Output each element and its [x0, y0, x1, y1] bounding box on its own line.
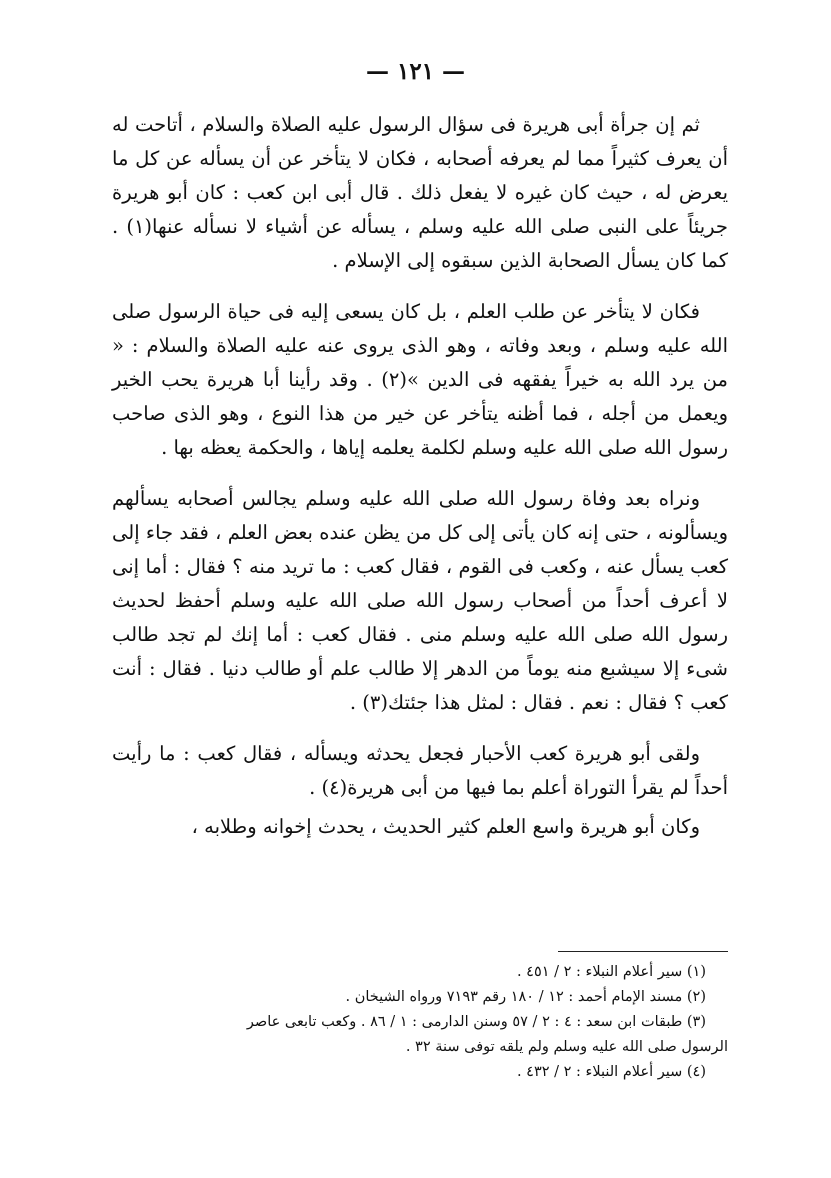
- footnote-4: (٤) سير أعلام النبلاء : ٢ / ٤٣٢ .: [516, 1064, 706, 1080]
- footnote-3-continuation: الرسول صلى الله عليه وسلم ولم يلقه توفى سنة ٣٢ .: [405, 1039, 728, 1055]
- paragraph-5: وكان أبو هريرة واسع العلم كثير الحديث ، يحدث إخوانه وطلابه ،: [191, 815, 700, 838]
- footnote-3: (٣) طبقات ابن سعد : ٤ : ٢ / ٥٧ وسنن الدارمى : ١ / ٨٦ . وكعب تابعى عاصر: [246, 1014, 706, 1030]
- paragraph-2: فكان لا يتأخر عن طلب العلم ، بل كان يسعى إليه فى حياة الرسول صلى الله عليه وسلم ، وبعد وفاته ، وهو الذى يروى عنه عليه الصلاة والسلام : « من يرد الله به خيراً يفقهه فى الدين »(٢) . وقد رأينا أبا هريرة يحب الخير ويعمل من أجله ، فما أظنه يتأخر عن خير من هذا النوع ، وهو الذى صاحب رسول الله صلى الله عليه وسلم لكلمة يعلمه إياها ، والحكمة يعظه بها .: [112, 300, 728, 459]
- paragraph-4: ولقى أبو هريرة كعب الأحبار فجعل يحدثه ويسأله ، فقال كعب : ما رأيت أحداً لم يقرأ التوراة أعلم بما فيها من أبى هريرة(٤) .: [112, 742, 728, 799]
- paragraph-1: ثم إن جرأة أبى هريرة فى سؤال الرسول عليه الصلاة والسلام ، أتاحت له أن يعرف كثيراً مما لم يعرفه أصحابه ، فكان لا يتأخر عن أن يسأله عن كل ما يعرض له ، حيث كان غيره لا يفعل ذلك . قال أبى ابن كعب : كان أبو هريرة جريئاً على النبى صلى الله عليه وسلم ، يسأله عن أشياء لا نسأله عنها(١) . كما كان يسأل الصحابة الذين سبقوه إلى الإسلام .: [112, 113, 728, 272]
- footnote-1: (١) سير أعلام النبلاء : ٢ / ٤٥١ .: [516, 964, 706, 980]
- footnote-separator: [558, 951, 728, 952]
- main-text: [112, 108, 728, 861]
- paragraph-3: ونراه بعد وفاة رسول الله صلى الله عليه وسلم يجالس أصحابه يسألهم ويسألونه ، حتى إنه كان يأتى إلى كل من يظن عنده بعض العلم ، فقد جاء إلى كعب يسأل عنه ، وكعب فى القوم ، فقال كعب : ما تريد منه ؟ فقال : أما إنى لا أعرف أحداً من أصحاب رسول الله صلى الله عليه وسلم أحفظ لحديث رسول الله صلى الله عليه وسلم منى . فقال كعب : أما إنك لم تجد طالب شىء إلا سيشبع منه يوماً من الدهر إلا طالب علم أو طالب دنيا . فقال : أنت كعب ؟ فقال : نعم . فقال : لمثل هذا جئتك(٣) .: [112, 487, 728, 714]
- footnote-2: (٢) مسند الإمام أحمد : ١٢ / ١٨٠ رقم ٧١٩٣ ورواه الشيخان .: [345, 989, 706, 1005]
- page-number: — ١٢١ —: [365, 58, 466, 85]
- footnotes: [112, 960, 728, 1085]
